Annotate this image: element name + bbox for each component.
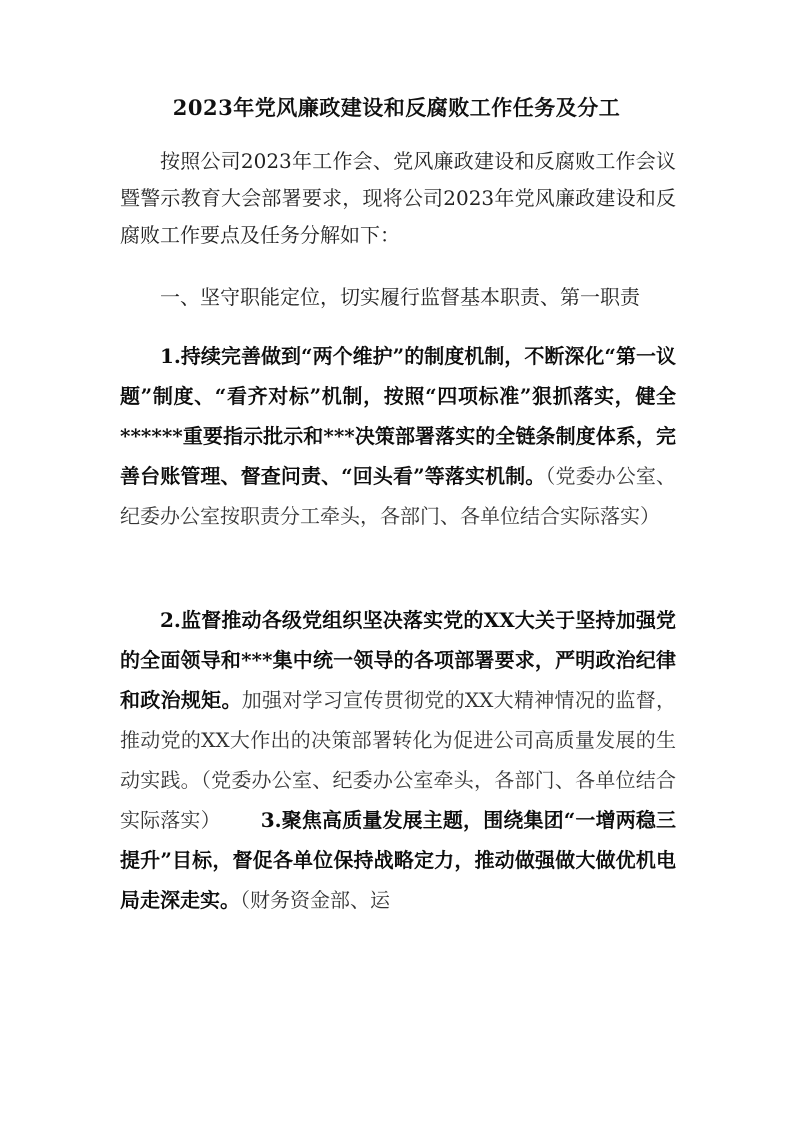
task-item-2-body: 加强对学习宣传贯彻党的XX大精神情况的监督，推动党的XX大作出的决策部署转化为促进公司高质量发展的生动实践。（党委办公室、纪委办公室牵头，各部门、各单位结合实际落实） <box>120 688 676 832</box>
task-item-1 <box>120 336 676 536</box>
task-item-1-lead: 1.持续完善做到“两个维护”的制度机制，不断深化“第一议题”制度、“看齐对标”机制，按照“四项标准”狠抓落实，健全******重要指示批示和***决策部署落实的全链条制度体系，完善台账管理、督查问责、“回头看”等落实机制。 <box>120 344 676 488</box>
item-gap <box>221 808 261 832</box>
task-item-3-owner: （财务资金部、运 <box>240 888 390 912</box>
intro-paragraph: 按照公司2023年工作会、党风廉政建设和反腐败工作会议暨警示教育大会部署要求，现将公司2023年党风廉政建设和反腐败工作要点及任务分解如下： <box>120 149 676 247</box>
task-item-1-owner: （党委办公室、纪委办公室按职责分工牵头，各部门、各单位结合实际落实） <box>120 464 676 528</box>
task-item-3-lead: 3.聚焦高质量发展主题，围绕集团“一增两稳三提升”目标，督促各单位保持战略定力，推动做强做大做优机电局走深走实。 <box>120 808 677 912</box>
task-item-2-and-3 <box>120 600 676 920</box>
document-title: 2023年党风廉政建设和反腐败工作任务及分工 <box>172 95 621 120</box>
task-item-2-lead: 2.监督推动各级党组织坚决落实党的XX大关于坚持加强党的全面领导和***集中统一领导的各项部署要求，严明政治纪律和政治规矩。 <box>120 608 676 712</box>
section-1-heading: 一、坚守职能定位，切实履行监督基本职责、第一职责 <box>160 285 640 309</box>
